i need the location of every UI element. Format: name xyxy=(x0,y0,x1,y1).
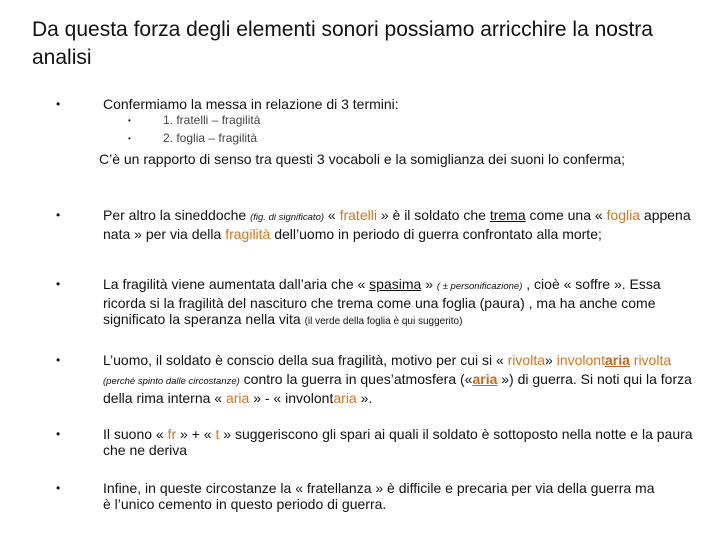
highlight-word: aria xyxy=(604,352,630,368)
highlight-word: foglia xyxy=(606,207,641,223)
highlight-word: rivolta xyxy=(507,352,546,368)
sub-item-1: 1. fratelli – fragilità xyxy=(163,113,261,127)
bullet-6-text: Infine, in queste circostanze la « fratellanza » è difficile e precaria per via della guerra ma è l’unico cemento in questo periodo di guerra. xyxy=(103,480,655,512)
slide-title: Da questa forza degli elementi sonori possiamo arricchire la nostra analisi xyxy=(32,18,653,69)
highlight-word: aria xyxy=(472,371,498,387)
bullet-marker: • xyxy=(56,97,61,111)
bullet-3-text: La fragilità viene aumentata dall’aria che « spasima » ( ± personificazione) , cioè « soffre ». Essa ricorda si la fragilità del nascituro che trema come una foglia (paura) , ma ha anche come significato la speranza nella vita (il verde della foglia è qui suggerito) xyxy=(103,276,661,327)
figure-note: (perché spinto dalle circostanze) xyxy=(103,376,240,387)
underlined-word: trema xyxy=(489,207,526,223)
sub-bullet-marker: • xyxy=(128,116,131,125)
bullet-2-text: Per altro la sineddoche (fig. di significato) « fratelli » è il soldato che trema come una « foglia appena nata » per via della fragilità dell’uomo in periodo di guerra confrontato alla morte; xyxy=(103,207,691,242)
sub-item-2: 2. foglia – fragilità xyxy=(163,131,258,145)
bullet-1-conclusion: C’è un rapporto di senso tra questi 3 vocaboli e la somiglianza dei suoni lo conferma; xyxy=(99,151,626,167)
highlight-word: aria xyxy=(333,390,357,406)
bullet-5-text: Il suono « fr » + « t » suggeriscono gli spari ai quali il soldato è sottoposto nella notte e la paura che ne deriva xyxy=(103,426,693,458)
highlight-word: fragilità xyxy=(225,226,271,242)
highlight-word: fratelli xyxy=(339,207,377,223)
highlight-word: involont xyxy=(556,352,605,368)
bullet-4-text: L’uomo, il soldato è conscio della sua fragilità, motivo per cui si « rivolta» involontaria rivolta (perché spinto dalle circostanze) contro la guerra in ques’atmosfera («aria ») di guerra. Si noti qui la forza della rima interna « aria » - « involontaria ». xyxy=(103,352,692,406)
highlight-word: aria xyxy=(225,390,250,406)
highlight-word: fr xyxy=(167,426,177,442)
figure-note: ( ± personificazione) xyxy=(436,281,523,292)
figure-note: (fig. di significato) xyxy=(250,212,325,223)
highlight-word: rivolta xyxy=(629,352,672,368)
sub-bullet-marker: • xyxy=(128,134,131,143)
bullet-marker: • xyxy=(56,277,61,291)
figure-note: (il verde della foglia è qui suggerito) xyxy=(304,316,463,327)
bullet-marker: • xyxy=(56,353,61,367)
bullet-marker: • xyxy=(56,481,61,495)
underlined-word: spasima xyxy=(369,276,422,292)
bullet-1-text: Confermiamo la messa in relazione di 3 termini: xyxy=(103,96,399,112)
bullet-marker: • xyxy=(56,427,61,441)
highlight-word: t xyxy=(215,426,220,442)
bullet-marker: • xyxy=(56,208,61,222)
